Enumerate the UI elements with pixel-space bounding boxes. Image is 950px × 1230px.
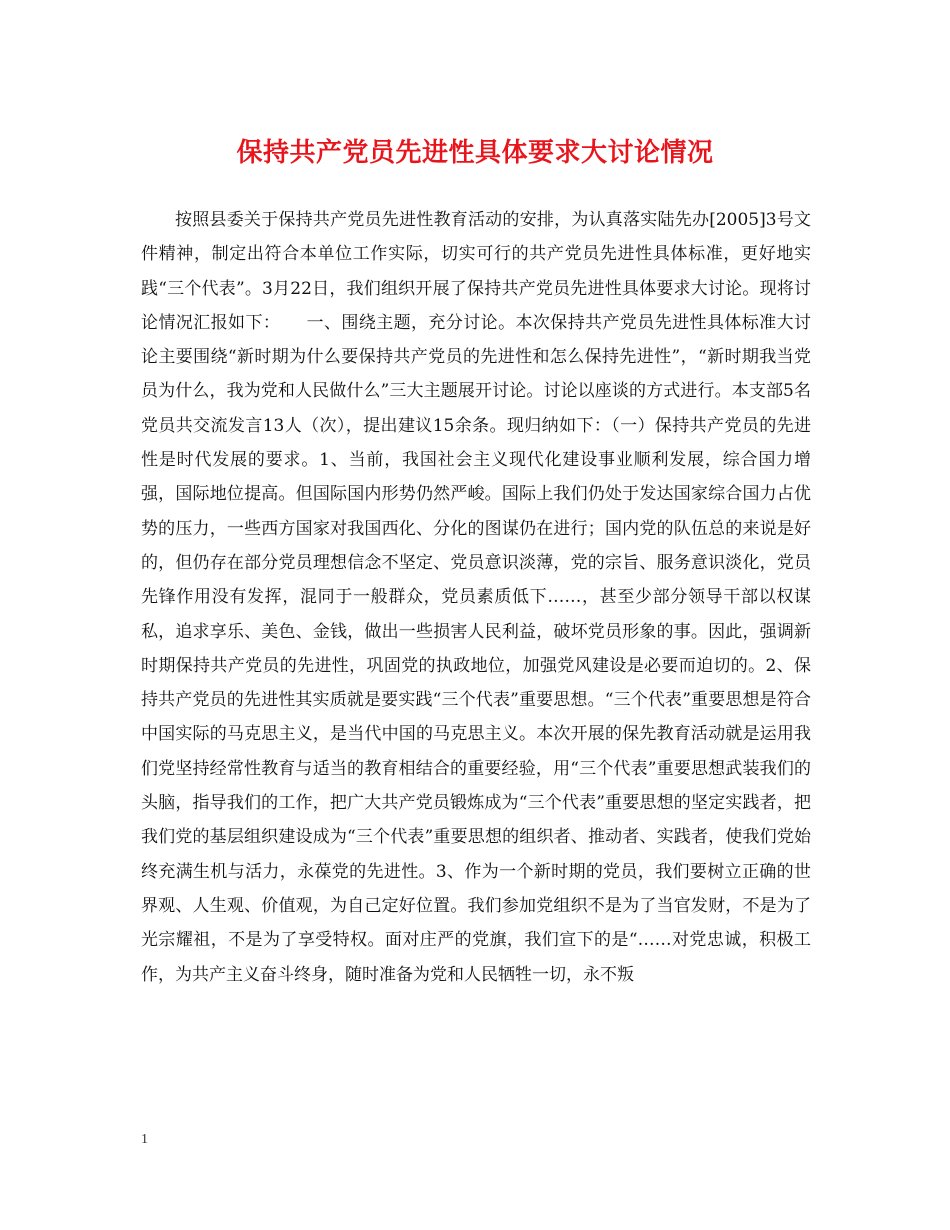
- document-title: 保持共产党员先进性具体要求大讨论情况: [236, 138, 714, 168]
- body-paragraph: 按照县委关于保持共产党员先进性教育活动的安排，为认真落实陆先办[2005]3号文件精神，制定出符合本单位工作实际，切实可行的共产党员先进性具体标准，更好地实践“三个代表”。3月22日，我们组织开展了保持共产党员先进性具体要求大讨论。现将讨论情况汇报如下： 一、围绕主题，充分讨论。本次保持共产党员先进性具体标准大讨论主要围绕“新时期为什么要保持共产党员的先进性和怎么保持先进性”，“新时期我当党员为什么，我为党和人民做什么”三大主题展开讨论。讨论以座谈的方式进行。本支部5名党员共交流发言13人（次），提出建议15余条。现归纳如下：（一）保持共产党员的先进性是时代发展的要求。1、当前，我国社会主义现代化建设事业顺利发展，综合国力增强，国际地位提高。但国际国内形势仍然严峻。国际上我们仍处于发达国家综合国力占优势的压力，一些西方国家对我国西化、分化的图谋仍在进行；国内党的队伍总的来说是好的，但仍存在部分党员理想信念不坚定、党员意识淡薄，党的宗旨、服务意识淡化，党员先锋作用没有发挥，混同于一般群众，党员素质低下……，甚至少部分领导干部以权谋私，追求享乐、美色、金钱，做出一些损害人民利益，破坏党员形象的事。因此，强调新时期保持共产党员的先进性，巩固党的执政地位，加强党风建设是必要而迫切的。2、保持共产党员的先进性其实质就是要实践“三个代表”重要思想。“三个代表”重要思想是符合中国实际的马克思主义，是当代中国的马克思主义。本次开展的保先教育活动就是运用我们党坚持经常性教育与适当的教育相结合的重要经验，用“三个代表”重要思想武装我们的头脑，指导我们的工作，把广大共产党员锻炼成为“三个代表”重要思想的坚定实践者，把我们党的基层组织建设成为“三个代表”重要思想的组织者、推动者、实践者，使我们党始终充满生机与活力，永葆党的先进性。3、作为一个新时期的党员，我们要树立正确的世界观、人生观、价值观，为自己定好位置。我们参加党组织不是为了当官发财，不是为了光宗耀祖，不是为了享受特权。面对庄严的党旗，我们宣下的是“……对党忠诚，积极工作，为共产主义奋斗终身，随时准备为党和人民牺牲一切，永不叛: [141, 210, 811, 985]
- page-number: 1: [141, 1132, 148, 1147]
